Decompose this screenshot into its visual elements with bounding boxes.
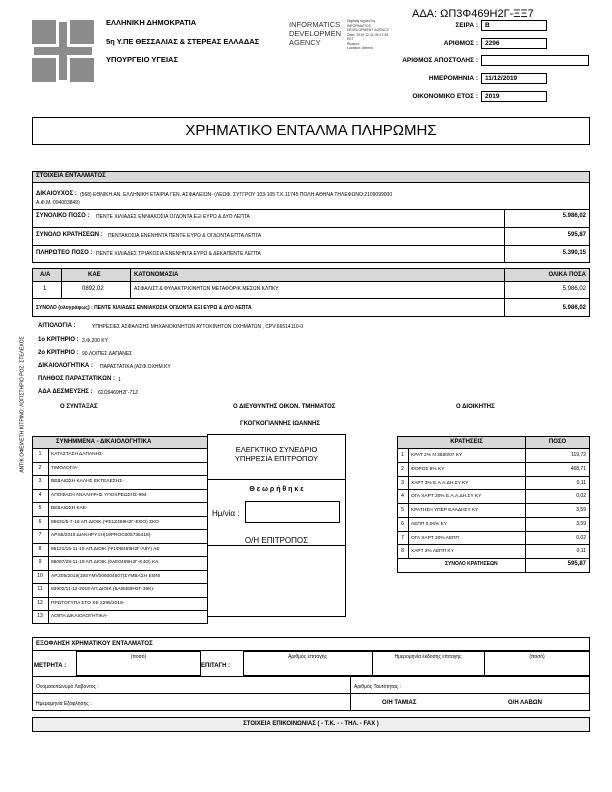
metrhta-poso: (ποσό): [130, 654, 147, 660]
kr-row-divider: [397, 544, 590, 545]
header-ministry: ΥΠΟΥΡΓΕΙΟ ΥΓΕΙΑΣ: [106, 55, 178, 64]
krathseis-total-label: ΣΥΝΟΛΟ ΚΡΑΤΗΣΕΩΝ: [445, 561, 498, 567]
dik-row-divider: [32, 489, 208, 490]
dik-row-text: ΛΟΙΠΑ ΔΙΚΑΙΟΛΟΓΗΤΙΚΑ-: [51, 614, 108, 619]
dik-row-text: 89097/28-11-19 ΑΠ.ΔΙΟΙΚ.(9ΑΕ0469Η2Γ-Κ4Θ) ΚΑ: [51, 560, 159, 565]
dik-row-text: 93902/11-12-2019 ΑΠ.ΔΙΟΙΚ.(6ΑΙ9469Η2Γ-39Κ)-: [51, 587, 155, 592]
krit1-text: 3.Φ.200 ΚΥ: [82, 338, 108, 344]
krit2-label: 2ο ΚΡΙΤΗΡΙΟ :: [38, 350, 79, 356]
dik-row-num: 6: [38, 518, 42, 525]
dik-row-divider: [32, 570, 208, 571]
arithmos-label: ΑΡΙΘΜΟΣ :: [443, 40, 478, 47]
date-field: 11/12/2019: [481, 73, 547, 84]
epitagh-poso: (ποσό): [529, 654, 545, 660]
etos-label: ΟΙΚΟΝΟΜΙΚΟ ΕΤΟΣ :: [412, 93, 478, 100]
dik-row-text: ΠΡΩΤΟΓΥΠΑ ΣΤΟ ΧΕ 2296/2019-: [51, 600, 125, 606]
kr-row-num: 1: [401, 452, 404, 458]
plithos-label: ΠΛΗΘΟΣ ΠΑΡΑΣΤΑΤΙΚΩΝ :: [38, 376, 115, 382]
kae-header-kae: ΚΑΕ: [88, 272, 101, 278]
dik-row-divider: [32, 529, 208, 530]
date-label: ΗΜΕΡΟΜΗΝΙΑ :: [428, 75, 478, 82]
kr-row-label: ΟΓΑ ΧΑΡΤ 20% Ε.Α.Α.ΔΗ.ΣΥ ΚΥ: [411, 494, 482, 500]
header-ype: 5η Υ.ΠΕ ΘΕΣΣΑΛΙΑΣ & ΣΤΕΡΕΑΣ ΕΛΛΑΔΑΣ: [106, 37, 260, 46]
dik-row-num: 12: [37, 599, 43, 606]
elegktiko-line1: ΕΛΕΓΚΤΙΚΟ ΣΥΝΕΔΡΙΟ: [235, 445, 318, 454]
kr-row-label: ΑΕΠΠ 0,06% ΚΥ: [411, 521, 447, 527]
side-text: ΑΝΤΙΚ.ΟΦΕΙΛΕΤΗ ΚΙΤΡΙΝΟ: ΛΟΓΙΣΤΗΡΙΟ ΡΟΖ: ΣΤΕΛΕΧΟΣ: [19, 336, 26, 473]
ada-value: 6ΣΩ9469Η2Γ-71Ζ: [98, 390, 139, 396]
dik-row-divider: [32, 475, 208, 476]
kr-row-divider: [397, 489, 590, 490]
plithos-value: 1: [118, 377, 121, 383]
kr-row-label: ΟΓΑ ΧΑΡΤ 20% ΑΕΠΠ: [411, 535, 459, 541]
arithmos-epitagis: Αριθμός επιταγής: [288, 654, 327, 660]
hmerominia-ekdosis: Ημερομηνία έκδοσης επιταγής: [394, 654, 462, 660]
dik-row-text: ΑΠΟΦΑΣΗ ΑΝΑΛΗΨΗΣ ΥΠΟΧΡΕΩΣΗΣ-994: [51, 492, 147, 498]
kae-row-aa: 1: [43, 286, 47, 292]
krit2-text: 90.ΛΟΙΠΕΣ ΔΑΠΑΝΕΣ: [82, 351, 133, 357]
stoixeia-header: ΣΤΟΙΧΕΙΑ ΕΝΤΑΛΜΑΤΟΣ: [36, 173, 106, 179]
lavon-label: Ο/Η ΛΑΒΩΝ: [508, 700, 542, 706]
kr-row-num: 3: [401, 479, 404, 486]
dik-row-num: 11: [37, 586, 43, 592]
metrhta-label: ΜΕΤΡΗΤΑ :: [34, 663, 67, 669]
tamias-label: Ο/Η ΤΑΜΙΑΣ: [382, 700, 417, 706]
dik-row-divider: [32, 462, 208, 463]
page-title: ΧΡΗΜΑΤΙΚΟ ΕΝΤΑΛΜΑ ΠΛΗΡΩΜΗΣ: [185, 122, 437, 139]
dik-row-text: 85121/15-11-19 ΑΠ.ΔΙΟΙΚ.(Ψ1ΦΒ469Η2Γ-Λ9Υ) ΑΕ: [51, 546, 160, 552]
dik-label: ΔΙΚΑΙΟΛΟΓΗΤΙΚΑ :: [38, 363, 93, 369]
synoliko-label: ΣΥΝΟΛΙΚΟ ΠΟΣΟ :: [36, 213, 90, 219]
hm-label: Ημ/νία :: [212, 509, 240, 518]
dik-row-divider: [32, 556, 208, 557]
kr-row-amount: 0,02: [576, 534, 586, 541]
plhrwteo-label: ΠΛΗΡΩΤΕΟ ΠΟΣΟ :: [36, 250, 93, 256]
krathseis-label: ΣΥΝΟΛΟ ΚΡΑΤΗΣΕΩΝ :: [36, 232, 103, 238]
kr-row-num: 4: [401, 493, 404, 500]
dik-row-num: 13: [37, 613, 43, 619]
kae-row-code: 0892.02: [82, 286, 104, 292]
dieythynths-label: Ο ΔΙΕΥΘΥΝΤΗΣ ΟΙΚΟΝ. ΤΜΗΜΑΤΟΣ: [233, 404, 336, 410]
apostolis-label: ΑΡΙΘΜΟΣ ΑΠΟΣΤΟΛΗΣ :: [402, 57, 478, 64]
kr-row-amount: 468,71: [570, 465, 586, 472]
aitiologia-text: ΥΠΗΡΕΣΙΕΣ ΑΣΦΑΛΙΣΗΣ ΜΗΧΑΝΟΚΙΝΗΤΩΝ ΑΥΤΟΚΙΝΗΤΩΝ ΟΧΗΜΑΤΩΝ , CPV:66514110-0: [92, 324, 304, 330]
kr-row-num: 2: [401, 465, 404, 472]
side-text-wrapper: [18, 290, 26, 520]
cross-logo-icon: [32, 20, 94, 82]
digital-signature: Digitally signed by INFORMATICS DEVELOPMENT AGENCY Date: 2019.12.11 09:17:38 EET Reason: Location: Athens: [347, 19, 389, 50]
kr-row-num: 7: [401, 534, 404, 541]
kae-total-value: 5.986,02: [562, 305, 586, 311]
ida-line1: INFORMATICS: [289, 20, 341, 29]
dik-row-num: 3: [38, 478, 42, 484]
dik-row-divider: [32, 543, 208, 544]
dik-row-text: ΑΡ.205/2019(19SYMV006004607)ΣΥΜΒΑΣΗ ΕΘΝΙ: [51, 573, 161, 579]
kr-row-divider: [397, 462, 590, 463]
dik-row-divider: [32, 583, 208, 584]
onomateponymo-label: Ονοματεπώνυμο Λαβόντος :: [36, 684, 99, 690]
kr-row-amount: 0,11: [576, 479, 586, 486]
krathseis-value: 595,87: [567, 232, 586, 238]
dik-row-text: ΤΙΜΟΛΟΓΙΑ-: [51, 465, 79, 471]
dik-row-num: 7: [38, 532, 42, 538]
krathseis-total-value: 595,87: [567, 561, 586, 567]
epitropos-label: Ο/Η ΕΠΙΤΡΟΠΟΣ: [244, 536, 309, 545]
aitiologia-label: ΑΙΤΙΟΛΟΓΙΑ :: [38, 323, 76, 329]
krathseis-header: ΚΡΑΤΗΣΕΙΣ: [450, 439, 483, 445]
signatory-name: ΓΚΟΓΚΟΓΙΑΝΝΗΣ ΙΩΑΝΝΗΣ: [240, 421, 320, 427]
plhrwteo-value: 5.390,15: [562, 250, 586, 256]
dioikhths-label: Ο ΔΙΟΙΚΗΤΗΣ: [456, 404, 495, 410]
krathseis-text: ΠΕΝΤΑΚΟΣΙΑ ΕΝΕΝΗΝΤΑ ΠΕΝΤΕ ΕΥΡΩ & ΟΓΔΟΝΤΑ ΕΠΤΑ ΛΕΠΤΑ: [108, 233, 262, 239]
header-republic: ΕΛΛΗΝΙΚΗ ΔΗΜΟΚΡΑΤΙΑ: [106, 18, 197, 27]
etos-field: 2019: [481, 91, 547, 102]
plhrwteo-text: ΠΕΝΤΕ ΧΙΛΙΑΔΕΣ ΤΡΙΑΚΟΣΙΑ ΕΝΕΝΗΝΤΑ ΕΥΡΩ & ΔΕΚΑΠΕΝΤΕ ΛΕΠΤΑ: [96, 251, 261, 257]
kae-header-aa: Α/Α: [40, 272, 51, 278]
elegktiko-line2: ΥΠΗΡΕΣΙΑ ΕΠΙΤΡΟΠΟΥ: [234, 454, 319, 463]
dikaiologitika-header: ΣΥΝΗΜΜΕΝΑ - ΔΙΚΑΙΟΛΟΓΗΤΙΚΑ: [56, 439, 152, 445]
apostolis-field: [481, 55, 589, 66]
dik-row-divider: [32, 610, 208, 611]
kr-row-label: ΚΡΑΤΗΣΗ ΥΠΕΡ ΕΑΑΔΗΣΥ ΚΥ: [411, 508, 479, 513]
dik-row-text: ΒΕΒΑΙΩΣΗ ΚΑΛΗΣ ΕΚΤΕΛΕΣΗΣ-: [51, 479, 124, 484]
kr-row-num: 8: [401, 548, 404, 555]
kr-row-num: 6: [401, 520, 404, 527]
kae-header-amount: ΟΛΙΚΑ ΠΟΣΑ: [548, 272, 586, 278]
dik-row-num: 2: [38, 464, 42, 471]
kr-row-amount: 3,59: [576, 520, 586, 527]
kr-row-divider: [397, 476, 590, 477]
arithmos-field: 2296: [481, 38, 547, 49]
synoliko-value: 5.986,02: [562, 213, 586, 219]
dik-row-text: ΚΑΤΑΣΤΑΣΗ ΔΑΠΑΝΗΣ-: [51, 452, 104, 457]
kr-row-amount: 0,02: [576, 493, 586, 500]
kr-row-amount: 3,59: [576, 507, 586, 513]
theorithike-label: Θ ε ω ρ ή θ η κ ε: [249, 486, 304, 493]
kae-row-name: ΑΣΦΑΛΙΣΤ.& ΦΥΛΑΚΤΡ.ΚΙΝΗΤΩΝ ΜΕΤΑΦΟΡΙΚ.ΜΕΣΩΝ ΚΛΠΚΥ: [134, 286, 279, 292]
dik-row-text: ΑΡ.65/2019 ΔΙΑΚΗΡΥΞΗ(19PROC005735418)-: [51, 533, 152, 538]
dik-row-divider: [32, 502, 208, 503]
kr-row-label: ΧΑΡΤ 3% ΑΕΠΠ ΚΥ: [411, 549, 454, 555]
kr-row-num: 5: [401, 507, 404, 513]
dik-row-num: 1: [38, 451, 42, 457]
kr-row-amount: 0,11: [576, 548, 586, 555]
dik-row-text: 86631/5-7-18 ΑΠ.ΔΙΟΙΚ.(ΨΕ1Ζ469Η2Γ-ΕΘΟ) ΣΚΟ: [51, 519, 159, 525]
kae-total-label: ΣΥΝΟΛΟ (ολογράφως) : ΠΕΝΤΕ ΧΙΛΙΑΔΕΣ ΕΝΝΙΑΚΟΣΙΑ ΟΓΔΟΝΤΑ ΕΞΙ ΕΥΡΩ & ΔΥΟ ΛΕΠΤΑ: [36, 305, 252, 311]
kae-header-name: ΚΑΤΟΝΟΜΑΣΙΑ: [134, 272, 179, 278]
afm-text: Α.Φ.Μ.:094003849): [36, 200, 80, 206]
ada-label: ΑΔΑ ΔΕΣΜΕΥΣΗΣ :: [38, 389, 93, 395]
seira-field: Β: [481, 20, 547, 31]
syntaxas-label: Ο ΣΥΝΤΑΞΑΣ: [60, 404, 98, 410]
kr-row-label: ΚΡΑΤ 2% Ν 3580/07 ΚΥ: [411, 453, 463, 458]
kr-row-amount: 119,72: [571, 452, 586, 458]
hm-field: [245, 501, 340, 523]
dikaiouxos-text: (568) ΕΘΝΙΚΗ ΑΝ. ΕΛΛΗΝΙΚΗ ΕΤΑΙΡΙΑ ΓΕΝ. ΑΣΦΑΛΕΙΩΝ- (ΛΕΩΦ. ΣΥΓΓΡΟΥ 103-105 Τ.Κ.11745 ΠΟΛΗ:ΑΘΗΝΑ ΤΗΛΕΦΩΝΟ:2109099000: [80, 192, 393, 198]
kr-row-divider: [397, 517, 590, 518]
krit1-label: 1ο ΚΡΙΤΗΡΙΟ :: [38, 337, 79, 343]
dik-text: ΠΑΡΑΣΤΑΤΙΚΑ (ΑΣΦ.ΟΧΗΜ.ΚΥ: [100, 364, 171, 370]
kr-row-divider: [397, 503, 590, 504]
dik-row-num: 5: [38, 505, 42, 511]
kae-row-amount: 5.986,02: [562, 286, 586, 292]
epitagh-label: ΕΠΙΤΑΓΗ :: [201, 663, 231, 669]
kr-row-divider: [397, 531, 590, 532]
krathseis-poso-header: ΠΟΣΟ: [548, 439, 567, 445]
dik-row-num: 4: [38, 491, 42, 498]
ida-line2: DEVELOPMEN: [289, 29, 342, 38]
seira-label: ΣΕΙΡΑ :: [455, 22, 478, 29]
dik-row-num: 8: [38, 545, 42, 552]
synoliko-text: ΠΕΝΤΕ ΧΙΛΙΑΔΕΣ ΕΝΝΙΑΚΟΣΙΑ ΟΓΔΟΝΤΑ ΕΞΙ ΕΥΡΩ & ΔΥΟ ΛΕΠΤΑ: [96, 214, 250, 220]
dik-row-divider: [32, 597, 208, 598]
dik-row-num: 10: [37, 572, 43, 579]
hm-exoflisis-label: Ημερομηνία Εξόφλησης :: [36, 701, 92, 707]
ada-top: ΑΔΑ: ΩΠ3Φ469Η2Γ-ΞΞ7: [412, 8, 534, 20]
exoflisi-header: ΕΞΟΦΛΗΣΗ ΧΡΗΜΑΤΙΚΟΥ ΕΝΤΑΛΜΑΤΟΣ: [36, 641, 153, 647]
taytotita-label: Αριθμός Ταυτότητας :: [354, 684, 401, 690]
dikaiouxos-label: ΔΙΚΑΙΟΥΧΟΣ :: [36, 191, 77, 197]
dik-row-text: ΒΕΒΑΙΩΣΗ ΚΑΕ-: [51, 506, 88, 511]
kr-row-label: ΧΑΡΤ 3% Ε.Α.Α.ΔΗ.ΣΥ ΚΥ: [411, 480, 469, 486]
ida-line3: AGENCY: [289, 38, 321, 47]
dik-row-num: 9: [38, 559, 42, 565]
dik-row-divider: [32, 516, 208, 517]
kr-row-label: ΦΟΡΟΣ 8% ΚΥ: [411, 466, 445, 472]
footer-contact: ΣΤΟΙΧΕΙΑ ΕΠΙΚΟΙΝΩΝΙΑΣ ( - Τ.Κ. - - ΤΗΛ. - FAX ): [243, 721, 379, 727]
